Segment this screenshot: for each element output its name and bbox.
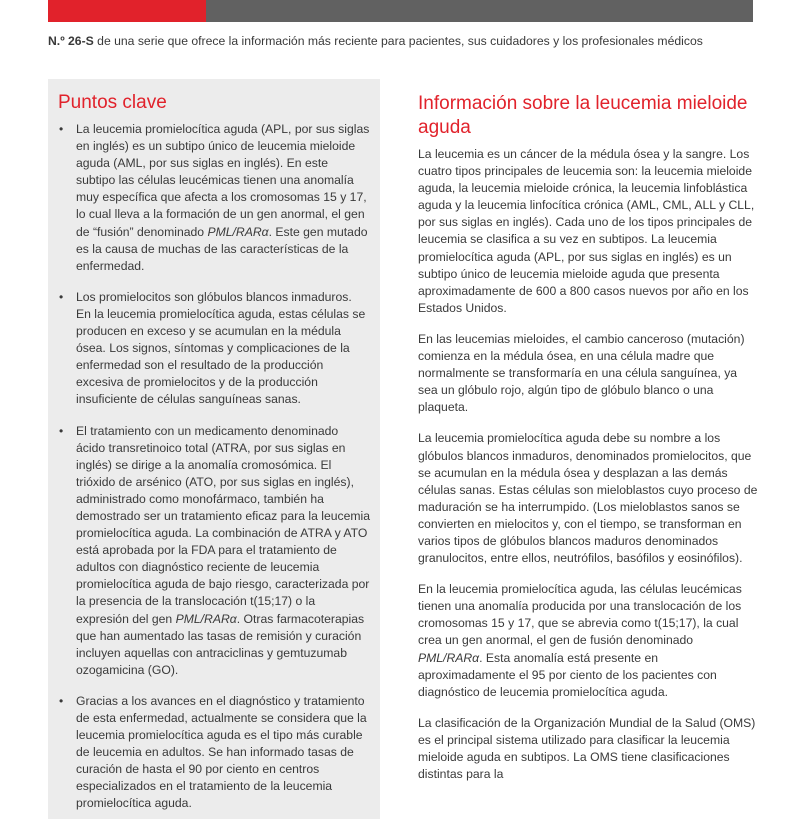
top-banner xyxy=(0,0,800,22)
info-paragraph-text: . Esta anomalía está presente en aproximadamente el 95 por ciento de los pacientes con diagnóstico de leucemia promielocítica aguda. xyxy=(418,650,717,699)
info-section xyxy=(418,92,758,797)
key-points-list xyxy=(58,121,370,827)
series-number: N.º 26-S xyxy=(48,34,94,48)
bullet-icon: • xyxy=(59,423,64,438)
info-paragraph-text: En la leucemia promielocítica aguda, las células leucémicas tienen una anomalía producida por una translocación de los cromosomas 15 y 17, que se abrevia como t(15;17), la cual crea un gen anormal, el gen de fusión denominado xyxy=(418,582,742,648)
series-description: de una serie que ofrece la información más reciente para pacientes, sus cuidadores y los profesionales médicos xyxy=(93,34,703,48)
info-paragraph: La leucemia promielocítica aguda debe su nombre a los glóbulos blancos inmaduros, denominados promielocitos, que se acumulan en la médula ósea y desplazan a las demás células sanas. Estas células son mieloblastos cuyo proceso de maduración se ha interrumpido. (Los mieloblastos sanos se convierten en mielocitos y, con el tiempo, se transforman en varios tipos de glóbulos blancos maduros denominados granulocitos, entre ellos, neutrófilos, basófilos y eosinófilos). xyxy=(418,431,758,566)
gene-name: PML/RARα xyxy=(418,650,480,665)
bullet-icon: • xyxy=(59,289,64,304)
key-point-item xyxy=(58,423,370,679)
info-paragraph xyxy=(418,581,758,701)
series-line xyxy=(48,34,760,49)
info-paragraph: La leucemia es un cáncer de la médula ósea y la sangre. Los cuatro tipos principales de leucemia son: la leucemia mieloide aguda, la leucemia mieloide crónica, la leucemia linfoblástica aguda y la leucemia linfocítica crónica (AML, CML, ALL y CLL, por sus siglas en inglés). Cada uno de los tipos principales de leucemia se clasifica a su vez en subtipos. La leucemia promielocítica aguda (APL, por sus siglas en inglés) es un subtipo único de leucemia mieloide aguda que presenta aproximadamente de 600 a 800 casos nuevos por año en los Estados Unidos. xyxy=(418,147,755,315)
key-point-text: Los promielocitos son glóbulos blancos inmaduros. En la leucemia promielocítica aguda, estas células se producen en exceso y se acumulan en la médula ósea. Los signos, síntomas y complicaciones de la enfermedad son el resultado de la producción excesiva de promielocitos y de la producción insuficiente de células sanguíneas sanas. xyxy=(76,289,366,407)
top-banner-gray-segment xyxy=(206,0,753,22)
key-point-text: Gracias a los avances en el diagnóstico y tratamiento de esta enfermedad, actualmente se considera que la leucemia promielocítica aguda es el tipo más curable de leucemia en adultos. Se han informado tasas de curación de hasta el 90 por ciento en centros especializados en el tratamiento de la leucemia promielocítica aguda. xyxy=(76,693,367,811)
bullet-icon: • xyxy=(59,122,64,136)
key-point-text: . Otras farmacoterapias que han aumentado las tasas de remisión y curación incluyen aquellas con antraciclinas y gemtuzumab ozogamicina (GO). xyxy=(76,611,365,677)
gene-name: PML/RARα xyxy=(175,611,237,626)
bullet-icon: • xyxy=(59,693,64,708)
top-banner-red-segment xyxy=(48,0,206,22)
info-paragraph: En las leucemias mieloides, el cambio canceroso (mutación) comienza en la médula ósea, en una célula madre que normalmente se transformaría en una célula sanguínea, ya sea un glóbulo rojo, algún tipo de glóbulo blanco o una plaqueta. xyxy=(418,331,745,415)
key-point-text: . Este gen mutado es la causa de muchas de las características de la enfermedad. xyxy=(76,224,368,273)
key-points-title: Puntos clave xyxy=(58,92,167,113)
info-title: Información sobre la leucemia mieloide aguda xyxy=(418,93,748,138)
key-point-text: La leucemia promielocítica aguda (APL, por sus siglas en inglés) es un subtipo único de leucemia mieloide aguda (AML, por sus siglas en inglés). En este subtipo las células leucémicas tienen una anomalía muy específica que afecta a los cromosomas 15 y 17, lo cual lleva a la formación de un gen anormal, el gen de “fusión” denominado xyxy=(76,122,370,239)
key-point-item xyxy=(58,289,370,409)
key-point-text: El tratamiento con un medicamento denominado ácido transretinoico total (ATRA, por sus siglas en inglés) se dirige a la anomalía cromosómica. El trióxido de arsénico (ATO, por sus siglas en inglés), administrado como monofármaco, también ha demostrado ser un tratamiento eficaz para la leucemia promielocítica aguda. La combinación de ATRA y ATO está aprobada por la FDA para el tratamiento de adultos con diagnóstico reciente de leucemia promielocítica aguda de bajo riesgo, caracterizada por la presencia de la translocación t(15;17) o la expresión del gen xyxy=(76,423,371,626)
gene-name: PML/RARα xyxy=(207,224,269,239)
key-point-item xyxy=(58,121,370,275)
info-paragraph: La clasificación de la Organización Mundial de la Salud (OMS) es el principal sistema utilizado para clasificar la leucemia mieloide aguda en subtipos. La OMS tiene clasificaciones distintas para la xyxy=(418,715,756,782)
key-point-item xyxy=(58,693,370,813)
